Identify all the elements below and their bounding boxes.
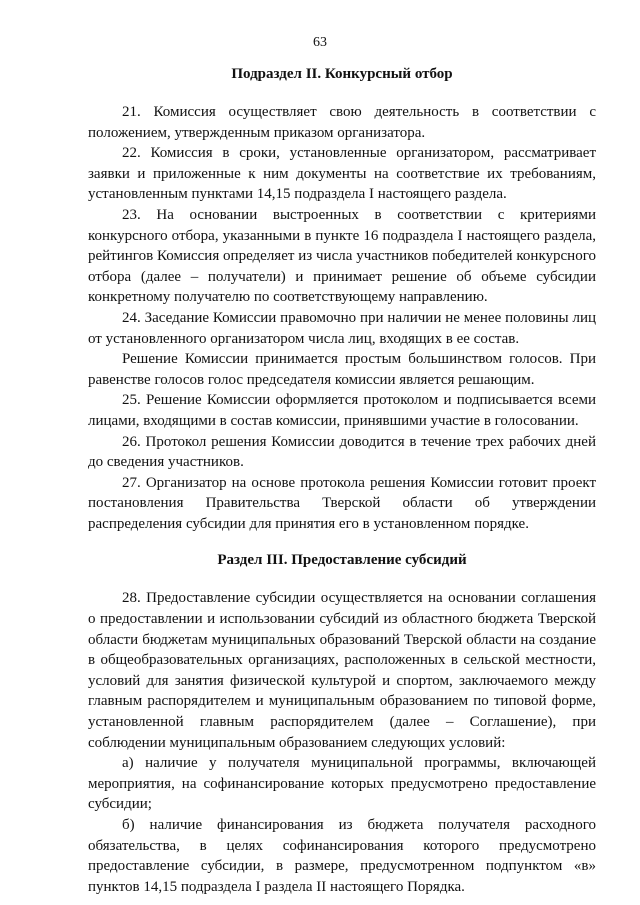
- paragraph-23: 23. На основании выстроенных в соответствии с критериями конкурсного отбора, указанными в пункте 16 подраздела I настоящего раздела, рейтингов Комиссия определяет из числа участников победителей конкурсного отбора (далее – получатели) и принимает решение об объеме субсидии конкретному получателю по соответствующему направлению.: [88, 206, 596, 306]
- subsection-heading: Подраздел II. Конкурсный отбор: [231, 66, 453, 82]
- section-heading: Раздел III. Предоставление субсидий: [217, 552, 467, 569]
- condition-b: б) наличие финансирования из бюджета получателя расходного обязательства, в целях софинансирования которого предусмотрено предоставление субсидии, в размере, предусмотренном подпунктом «в» пунктов 14,15 подраздела I раздела II настоящего Порядка.: [88, 817, 596, 895]
- paragraph-22: 22. Комиссия в сроки, установленные организатором, рассматривает заявки и приложенные к ним документы на соответствие их требованиям, установленным пунктами 14,15 подраздела I настоящего раздела.: [88, 145, 596, 203]
- condition-a: а) наличие у получателя муниципальной программы, включающей мероприятия, на софинансирование которых предусмотрено предоставление субсидии;: [88, 755, 596, 813]
- paragraph-27: 27. Организатор на основе протокола решения Комиссии готовит проект постановления Правительства Тверской области об утверждении распределения субсидии для принятия его в установленном порядке.: [88, 474, 596, 532]
- paragraph-24: 24. Заседание Комиссии правомочно при наличии не менее половины лиц от установленного организатором числа лиц, входящих в ее состав.: [88, 309, 596, 347]
- paragraph-24-decision: Решение Комиссии принимается простым большинством голосов. При равенстве голосов голос председателя комиссии является решающим.: [88, 351, 596, 388]
- document-body: [88, 64, 596, 897]
- page-number: 63: [313, 35, 327, 50]
- paragraph-25: 25. Решение Комиссии оформляется протоколом и подписывается всеми лицами, входящими в состав комиссии, принявшими участие в голосовании.: [88, 392, 596, 429]
- paragraph-28: 28. Предоставление субсидии осуществляется на основании соглашения о предоставлении и использовании субсидий из областного бюджета Тверской области бюджетам муниципальных образований Тверской области на создание в общеобразовательных организациях, расположенных в сельской местности, условий для занятия физической культурой и спортом, заключаемого между главным распорядителем и муниципальным образованием по типовой форме, установленной главным распорядителем (далее – Соглашение), при соблюдении муниципальным образованием следующих условий:: [88, 590, 596, 751]
- paragraph-26: 26. Протокол решения Комиссии доводится в течение трех рабочих дней до сведения участников.: [88, 433, 596, 471]
- paragraph-21: 21. Комиссия осуществляет свою деятельность в соответствии с положением, утвержденным приказом организатора.: [88, 104, 596, 141]
